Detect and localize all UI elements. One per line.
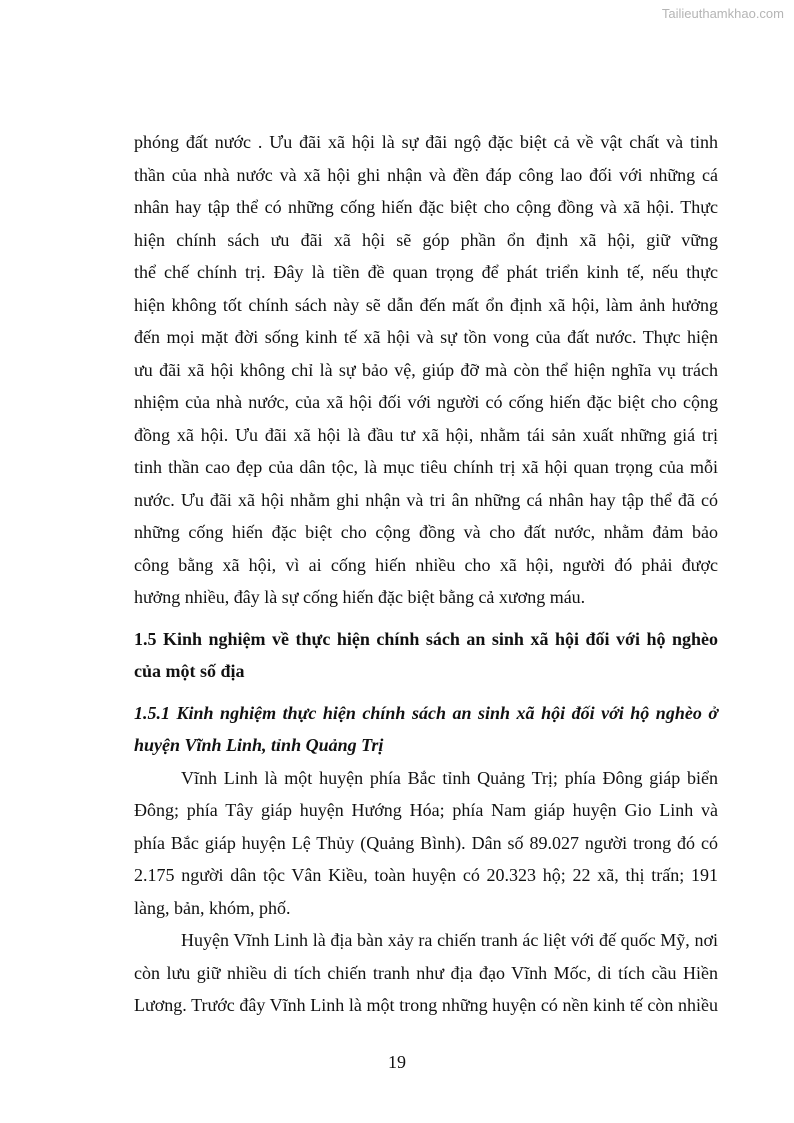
text-line: nhân hay tập thể có những cống hiến đặc biệt cho cộng đồng và xã hội. Thực <box>134 197 718 217</box>
text-line: nước. Ưu đãi xã hội nhằm ghi nhận và tri ân những cá nhân hay tập thể đã có <box>134 489 718 510</box>
heading-line: huyện Vĩnh Linh, tỉnh Quảng Trị <box>134 735 384 755</box>
text-line: phóng đất nước . Ưu đãi xã hội là sự đãi ngộ đặc biệt cả về vật chất và tinh <box>134 132 718 152</box>
text-line: thần của nhà nước và xã hội ghi nhận và đền đáp công lao đối với những cá <box>134 164 718 185</box>
text-line: nhiệm của nhà nước, của xã hội đối với người có cống hiến đặc biệt cho cộng <box>134 392 718 412</box>
text-line: 2.175 người dân tộc Vân Kiều, toàn huyện có 20.323 hộ; 22 xã, thị trấn; 191 <box>134 865 718 885</box>
text-line: Đông; phía Tây giáp huyện Hướng Hóa; phía Nam giáp huyện Gio Linh và <box>134 800 718 820</box>
heading-line: của một số địa <box>134 661 245 681</box>
section-heading-1-5 <box>134 623 718 688</box>
text-line: đồng xã hội. Ưu đãi xã hội là đầu tư xã hội, nhằm tái sản xuất những giá trị <box>134 424 718 445</box>
paragraph-2 <box>134 762 718 925</box>
text-line: hưởng nhiều, đây là sự cống hiến đặc biệt bằng cả xương máu. <box>134 587 586 607</box>
text-line: Huyện Vĩnh Linh là địa bàn xảy ra chiến tranh ác liệt với đế quốc Mỹ, nơi <box>181 930 718 950</box>
text-line: hiện không tốt chính sách này sẽ dẫn đến mất ổn định xã hội, làm ảnh hưởng <box>134 294 718 315</box>
page-number: 19 <box>388 1052 406 1072</box>
text-line: thể chế chính trị. Đây là tiền đề quan trọng để phát triển kinh tế, nếu thực <box>134 262 718 282</box>
subsection-heading-1-5-1 <box>134 697 718 762</box>
text-line: công bằng xã hội, vì ai cống hiến nhiều cho xã hội, người đó phải được <box>134 554 718 575</box>
heading-line: 1.5.1 Kinh nghiệm thực hiện chính sách an sinh xã hội đối với hộ nghèo ở <box>134 702 718 723</box>
text-line: phía Bắc giáp huyện Lệ Thủy (Quảng Bình). Dân số 89.027 người trong đó có <box>134 832 718 853</box>
text-line: ưu đãi xã hội không chỉ là sự bảo vệ, giúp đỡ mà còn thể hiện nghĩa vụ trách <box>134 359 718 380</box>
heading-line: 1.5 Kinh nghiệm về thực hiện chính sách an sinh xã hội đối với hộ nghèo <box>134 628 718 649</box>
text-line: làng, bản, khóm, phố. <box>134 897 291 918</box>
text-line: những cống hiến đặc biệt cho cộng đồng và cho đất nước, nhằm đảm bảo <box>134 522 718 542</box>
paragraph-3 <box>134 924 718 1022</box>
text-line: Vĩnh Linh là một huyện phía Bắc tỉnh Quảng Trị; phía Đông giáp biển <box>181 767 718 788</box>
text-line: hiện chính sách ưu đãi xã hội sẽ góp phần ổn định xã hội, giữ vững <box>134 229 718 250</box>
text-line: còn lưu giữ nhiều di tích chiến tranh như địa đạo Vĩnh Mốc, di tích cầu Hiền <box>134 962 718 983</box>
text-line: Lương. Trước đây Vĩnh Linh là một trong những huyện có nền kinh tế còn nhiều <box>134 995 718 1015</box>
text-line: đến mọi mặt đời sống kinh tế xã hội và sự tồn vong của đất nước. Thực hiện <box>134 327 718 347</box>
paragraph-1 <box>134 126 718 614</box>
document-body <box>134 126 718 1022</box>
watermark: Tailieuthamkhao.com <box>661 6 784 21</box>
text-line: tinh thần cao đẹp của dân tộc, là mục tiêu chính trị xã hội quan trọng của mỗi <box>134 457 718 477</box>
